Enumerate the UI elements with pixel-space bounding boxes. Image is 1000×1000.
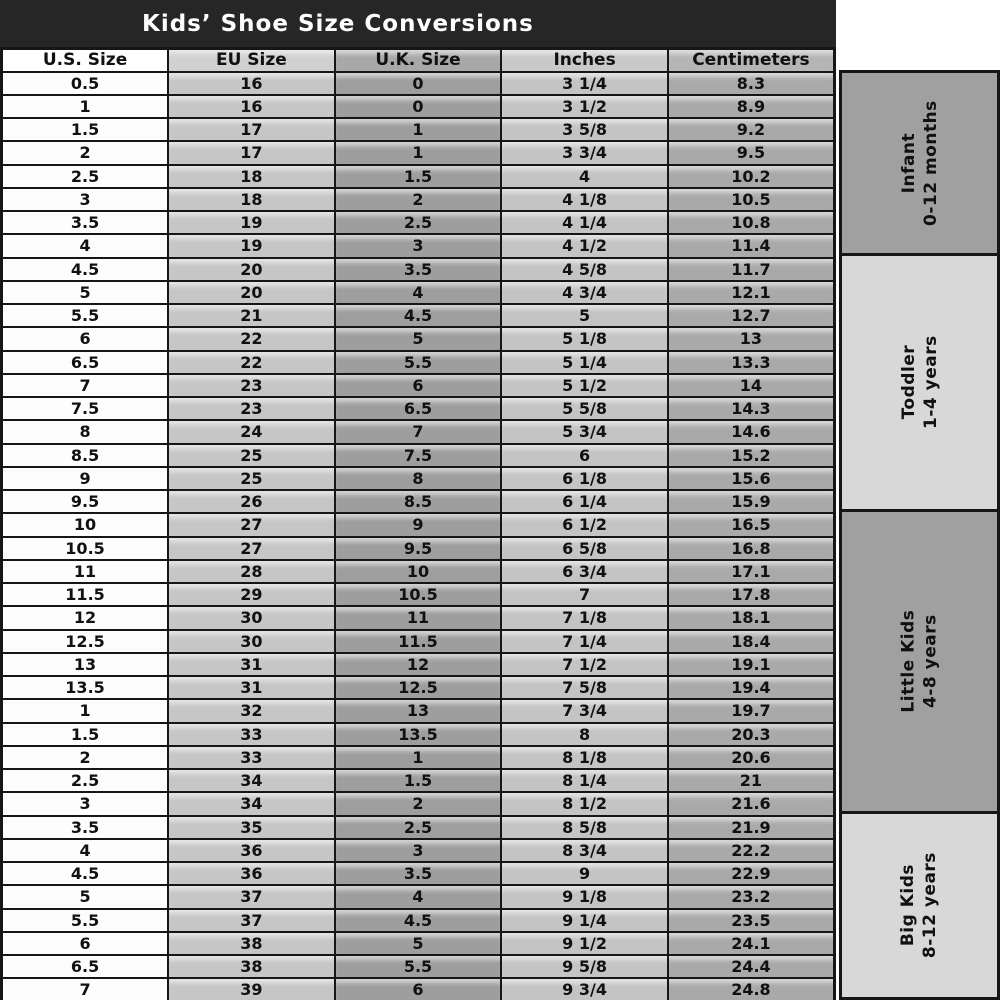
cell-uk-size: 12: [335, 653, 502, 676]
cell-inches: 6 1/8: [501, 467, 668, 490]
cell-inches: 4 1/8: [501, 188, 668, 211]
cell-eu-size: 20: [168, 258, 335, 281]
table-row: [2, 141, 835, 164]
cell-inches: 4 3/4: [501, 281, 668, 304]
cell-uk-size: 9.5: [335, 537, 502, 560]
age-group-range: 4-8 years: [920, 614, 941, 709]
cell-eu-size: 17: [168, 118, 335, 141]
table-row: [2, 351, 835, 374]
cell-eu-size: 18: [168, 165, 335, 188]
cell-centimeters: 23.5: [668, 909, 835, 932]
cell-us-size: 11: [2, 560, 169, 583]
table-body: [2, 72, 835, 1000]
cell-inches: 7 3/4: [501, 699, 668, 722]
cell-centimeters: 16.8: [668, 537, 835, 560]
cell-us-size: 2.5: [2, 165, 169, 188]
header-inches: Inches: [501, 49, 668, 72]
cell-us-size: 10.5: [2, 537, 169, 560]
cell-centimeters: 21.9: [668, 816, 835, 839]
cell-centimeters: 12.7: [668, 304, 835, 327]
cell-uk-size: 9: [335, 513, 502, 536]
cell-centimeters: 18.4: [668, 630, 835, 653]
table-row: [2, 653, 835, 676]
cell-uk-size: 5.5: [335, 351, 502, 374]
cell-eu-size: 30: [168, 606, 335, 629]
age-group-label: [897, 852, 941, 958]
cell-us-size: 8.5: [2, 444, 169, 467]
cell-inches: 7 1/8: [501, 606, 668, 629]
cell-inches: 3 3/4: [501, 141, 668, 164]
cell-inches: 9: [501, 862, 668, 885]
age-group-toddler: [839, 256, 1000, 512]
age-group-range: 8-12 years: [920, 852, 941, 959]
cell-uk-size: 10: [335, 560, 502, 583]
cell-eu-size: 38: [168, 955, 335, 978]
table-row: [2, 630, 835, 653]
page-title: Kids’ Shoe Size Conversions: [142, 10, 534, 37]
cell-us-size: 7.5: [2, 397, 169, 420]
cell-centimeters: 13.3: [668, 351, 835, 374]
cell-us-size: 4.5: [2, 862, 169, 885]
cell-uk-size: 0: [335, 72, 502, 95]
age-group-sidebar: [836, 0, 1000, 1000]
cell-uk-size: 6: [335, 978, 502, 1000]
cell-eu-size: 36: [168, 862, 335, 885]
cell-centimeters: 15.6: [668, 467, 835, 490]
header-uk-size: U.K. Size: [335, 49, 502, 72]
table-row: [2, 490, 835, 513]
cell-uk-size: 3.5: [335, 862, 502, 885]
cell-us-size: 13: [2, 653, 169, 676]
cell-inches: 5 5/8: [501, 397, 668, 420]
age-group-name: Infant: [898, 132, 919, 194]
cell-uk-size: 5: [335, 327, 502, 350]
cell-us-size: 4.5: [2, 258, 169, 281]
cell-centimeters: 14.6: [668, 420, 835, 443]
cell-centimeters: 15.9: [668, 490, 835, 513]
cell-inches: 5 1/4: [501, 351, 668, 374]
cell-eu-size: 25: [168, 444, 335, 467]
table-row: [2, 118, 835, 141]
table-row: [2, 165, 835, 188]
cell-us-size: 11.5: [2, 583, 169, 606]
age-group-label: [897, 336, 941, 430]
table-row: [2, 258, 835, 281]
cell-inches: 4 1/4: [501, 211, 668, 234]
table-row: [2, 978, 835, 1000]
table-row: [2, 769, 835, 792]
cell-centimeters: 13: [668, 327, 835, 350]
cell-uk-size: 1: [335, 141, 502, 164]
table-row: [2, 467, 835, 490]
table-row: [2, 909, 835, 932]
cell-uk-size: 6: [335, 374, 502, 397]
cell-inches: 7: [501, 583, 668, 606]
cell-us-size: 12: [2, 606, 169, 629]
cell-centimeters: 22.9: [668, 862, 835, 885]
cell-uk-size: 8.5: [335, 490, 502, 513]
cell-centimeters: 24.1: [668, 932, 835, 955]
cell-eu-size: 37: [168, 909, 335, 932]
cell-eu-size: 31: [168, 653, 335, 676]
cell-us-size: 9: [2, 467, 169, 490]
cell-us-size: 2.5: [2, 769, 169, 792]
cell-centimeters: 17.8: [668, 583, 835, 606]
cell-us-size: 5: [2, 885, 169, 908]
age-group-label: [897, 610, 941, 713]
cell-eu-size: 23: [168, 374, 335, 397]
cell-centimeters: 19.7: [668, 699, 835, 722]
table-row: [2, 444, 835, 467]
cell-eu-size: 33: [168, 723, 335, 746]
cell-us-size: 6: [2, 327, 169, 350]
cell-centimeters: 20.3: [668, 723, 835, 746]
cell-uk-size: 11.5: [335, 630, 502, 653]
table-row: [2, 234, 835, 257]
cell-centimeters: 14.3: [668, 397, 835, 420]
cell-uk-size: 4.5: [335, 304, 502, 327]
table-row: [2, 304, 835, 327]
cell-centimeters: 10.2: [668, 165, 835, 188]
cell-us-size: 6.5: [2, 351, 169, 374]
table-row: [2, 397, 835, 420]
cell-inches: 4: [501, 165, 668, 188]
table-row: [2, 72, 835, 95]
table-row: [2, 513, 835, 536]
cell-eu-size: 19: [168, 211, 335, 234]
cell-eu-size: 16: [168, 95, 335, 118]
table-row: [2, 95, 835, 118]
cell-eu-size: 20: [168, 281, 335, 304]
header-eu-size: EU Size: [168, 49, 335, 72]
cell-eu-size: 31: [168, 676, 335, 699]
cell-centimeters: 12.1: [668, 281, 835, 304]
cell-eu-size: 29: [168, 583, 335, 606]
cell-uk-size: 0: [335, 95, 502, 118]
table-row: [2, 746, 835, 769]
cell-eu-size: 33: [168, 746, 335, 769]
cell-eu-size: 22: [168, 351, 335, 374]
cell-us-size: 7: [2, 978, 169, 1000]
age-group-name: Toddler: [898, 345, 919, 420]
cell-uk-size: 13: [335, 699, 502, 722]
cell-inches: 9 1/2: [501, 932, 668, 955]
cell-eu-size: 27: [168, 537, 335, 560]
cell-inches: 9 5/8: [501, 955, 668, 978]
cell-centimeters: 15.2: [668, 444, 835, 467]
cell-uk-size: 10.5: [335, 583, 502, 606]
cell-us-size: 8: [2, 420, 169, 443]
cell-us-size: 9.5: [2, 490, 169, 513]
table-row: [2, 816, 835, 839]
cell-us-size: 5: [2, 281, 169, 304]
cell-uk-size: 2.5: [335, 816, 502, 839]
cell-centimeters: 24.4: [668, 955, 835, 978]
table-header: [2, 49, 835, 72]
cell-us-size: 6.5: [2, 955, 169, 978]
cell-eu-size: 25: [168, 467, 335, 490]
table-row: [2, 699, 835, 722]
cell-inches: 4 1/2: [501, 234, 668, 257]
cell-uk-size: 1.5: [335, 165, 502, 188]
cell-eu-size: 36: [168, 839, 335, 862]
table-row: [2, 723, 835, 746]
cell-eu-size: 34: [168, 792, 335, 815]
age-group-little-kids: [839, 512, 1000, 814]
cell-uk-size: 1: [335, 746, 502, 769]
cell-inches: 6 1/4: [501, 490, 668, 513]
cell-uk-size: 4: [335, 885, 502, 908]
cell-centimeters: 9.5: [668, 141, 835, 164]
cell-us-size: 5.5: [2, 304, 169, 327]
cell-uk-size: 1.5: [335, 769, 502, 792]
table-row: [2, 583, 835, 606]
cell-centimeters: 8.9: [668, 95, 835, 118]
cell-centimeters: 8.3: [668, 72, 835, 95]
cell-uk-size: 4.5: [335, 909, 502, 932]
cell-us-size: 13.5: [2, 676, 169, 699]
cell-centimeters: 9.2: [668, 118, 835, 141]
cell-us-size: 2: [2, 141, 169, 164]
table-row: [2, 211, 835, 234]
cell-centimeters: 17.1: [668, 560, 835, 583]
cell-eu-size: 39: [168, 978, 335, 1000]
cell-inches: 5 1/2: [501, 374, 668, 397]
age-group-name: Little Kids: [898, 610, 919, 713]
cell-uk-size: 3.5: [335, 258, 502, 281]
cell-eu-size: 21: [168, 304, 335, 327]
cell-eu-size: 32: [168, 699, 335, 722]
table-row: [2, 374, 835, 397]
cell-centimeters: 19.1: [668, 653, 835, 676]
cell-eu-size: 16: [168, 72, 335, 95]
cell-centimeters: 19.4: [668, 676, 835, 699]
table-row: [2, 606, 835, 629]
cell-inches: 8 5/8: [501, 816, 668, 839]
cell-us-size: 3.5: [2, 816, 169, 839]
cell-us-size: 6: [2, 932, 169, 955]
cell-eu-size: 34: [168, 769, 335, 792]
table-row: [2, 420, 835, 443]
cell-inches: 5 1/8: [501, 327, 668, 350]
cell-uk-size: 13.5: [335, 723, 502, 746]
cell-uk-size: 8: [335, 467, 502, 490]
cell-us-size: 7: [2, 374, 169, 397]
cell-us-size: 1.5: [2, 118, 169, 141]
cell-centimeters: 21.6: [668, 792, 835, 815]
table-row: [2, 281, 835, 304]
table-row: [2, 792, 835, 815]
cell-us-size: 4: [2, 839, 169, 862]
cell-inches: 8 1/8: [501, 746, 668, 769]
cell-us-size: 1: [2, 95, 169, 118]
table-row: [2, 676, 835, 699]
table-row: [2, 839, 835, 862]
cell-inches: 8 1/4: [501, 769, 668, 792]
cell-inches: 6: [501, 444, 668, 467]
cell-centimeters: 16.5: [668, 513, 835, 536]
cell-us-size: 4: [2, 234, 169, 257]
cell-eu-size: 23: [168, 397, 335, 420]
cell-eu-size: 37: [168, 885, 335, 908]
chart-title-bar: [0, 0, 836, 47]
cell-us-size: 12.5: [2, 630, 169, 653]
cell-uk-size: 7: [335, 420, 502, 443]
cell-us-size: 1: [2, 699, 169, 722]
cell-uk-size: 2: [335, 188, 502, 211]
table-row: [2, 560, 835, 583]
cell-inches: 4 5/8: [501, 258, 668, 281]
cell-inches: 7 1/2: [501, 653, 668, 676]
cell-centimeters: 10.8: [668, 211, 835, 234]
header-centimeters: Centimeters: [668, 49, 835, 72]
cell-us-size: 5.5: [2, 909, 169, 932]
table-row: [2, 862, 835, 885]
age-group-big-kids: [839, 814, 1000, 1000]
cell-centimeters: 23.2: [668, 885, 835, 908]
cell-uk-size: 2.5: [335, 211, 502, 234]
cell-uk-size: 2: [335, 792, 502, 815]
cell-uk-size: 3: [335, 839, 502, 862]
cell-uk-size: 1: [335, 118, 502, 141]
cell-centimeters: 11.7: [668, 258, 835, 281]
table-row: [2, 932, 835, 955]
cell-uk-size: 3: [335, 234, 502, 257]
table-row: [2, 885, 835, 908]
cell-centimeters: 20.6: [668, 746, 835, 769]
cell-uk-size: 6.5: [335, 397, 502, 420]
table-row: [2, 955, 835, 978]
cell-inches: 5 3/4: [501, 420, 668, 443]
cell-eu-size: 24: [168, 420, 335, 443]
cell-us-size: 3: [2, 188, 169, 211]
cell-eu-size: 28: [168, 560, 335, 583]
cell-inches: 6 1/2: [501, 513, 668, 536]
cell-us-size: 10: [2, 513, 169, 536]
cell-centimeters: 14: [668, 374, 835, 397]
cell-inches: 3 1/2: [501, 95, 668, 118]
age-group-range: 0-12 months: [920, 100, 941, 226]
cell-inches: 6 5/8: [501, 537, 668, 560]
cell-us-size: 3: [2, 792, 169, 815]
cell-inches: 6 3/4: [501, 560, 668, 583]
cell-uk-size: 12.5: [335, 676, 502, 699]
cell-uk-size: 7.5: [335, 444, 502, 467]
cell-us-size: 2: [2, 746, 169, 769]
cell-centimeters: 21: [668, 769, 835, 792]
age-group-infant: [839, 70, 1000, 256]
cell-eu-size: 19: [168, 234, 335, 257]
cell-inches: 3 1/4: [501, 72, 668, 95]
header-us-size: U.S. Size: [2, 49, 169, 72]
cell-centimeters: 18.1: [668, 606, 835, 629]
table-row: [2, 537, 835, 560]
cell-inches: 9 1/8: [501, 885, 668, 908]
cell-us-size: 1.5: [2, 723, 169, 746]
size-conversion-table: [0, 47, 836, 1000]
cell-inches: 8 3/4: [501, 839, 668, 862]
table-row: [2, 188, 835, 211]
cell-inches: 8: [501, 723, 668, 746]
cell-uk-size: 11: [335, 606, 502, 629]
cell-inches: 3 5/8: [501, 118, 668, 141]
cell-eu-size: 17: [168, 141, 335, 164]
cell-eu-size: 22: [168, 327, 335, 350]
cell-inches: 9 3/4: [501, 978, 668, 1000]
cell-eu-size: 30: [168, 630, 335, 653]
cell-centimeters: 10.5: [668, 188, 835, 211]
cell-uk-size: 5.5: [335, 955, 502, 978]
cell-inches: 9 1/4: [501, 909, 668, 932]
cell-inches: 7 1/4: [501, 630, 668, 653]
age-group-range: 1-4 years: [920, 335, 941, 430]
cell-us-size: 3.5: [2, 211, 169, 234]
table-row: [2, 327, 835, 350]
cell-eu-size: 38: [168, 932, 335, 955]
age-group-name: Big Kids: [898, 864, 919, 947]
cell-inches: 5: [501, 304, 668, 327]
cell-eu-size: 27: [168, 513, 335, 536]
cell-eu-size: 18: [168, 188, 335, 211]
cell-inches: 7 5/8: [501, 676, 668, 699]
cell-centimeters: 24.8: [668, 978, 835, 1000]
cell-us-size: 0.5: [2, 72, 169, 95]
cell-eu-size: 26: [168, 490, 335, 513]
cell-centimeters: 11.4: [668, 234, 835, 257]
cell-inches: 8 1/2: [501, 792, 668, 815]
cell-uk-size: 4: [335, 281, 502, 304]
cell-centimeters: 22.2: [668, 839, 835, 862]
cell-uk-size: 5: [335, 932, 502, 955]
cell-eu-size: 35: [168, 816, 335, 839]
header-row: [2, 49, 835, 72]
age-group-label: [897, 100, 941, 226]
sidebar-top-spacer: [836, 0, 1000, 70]
